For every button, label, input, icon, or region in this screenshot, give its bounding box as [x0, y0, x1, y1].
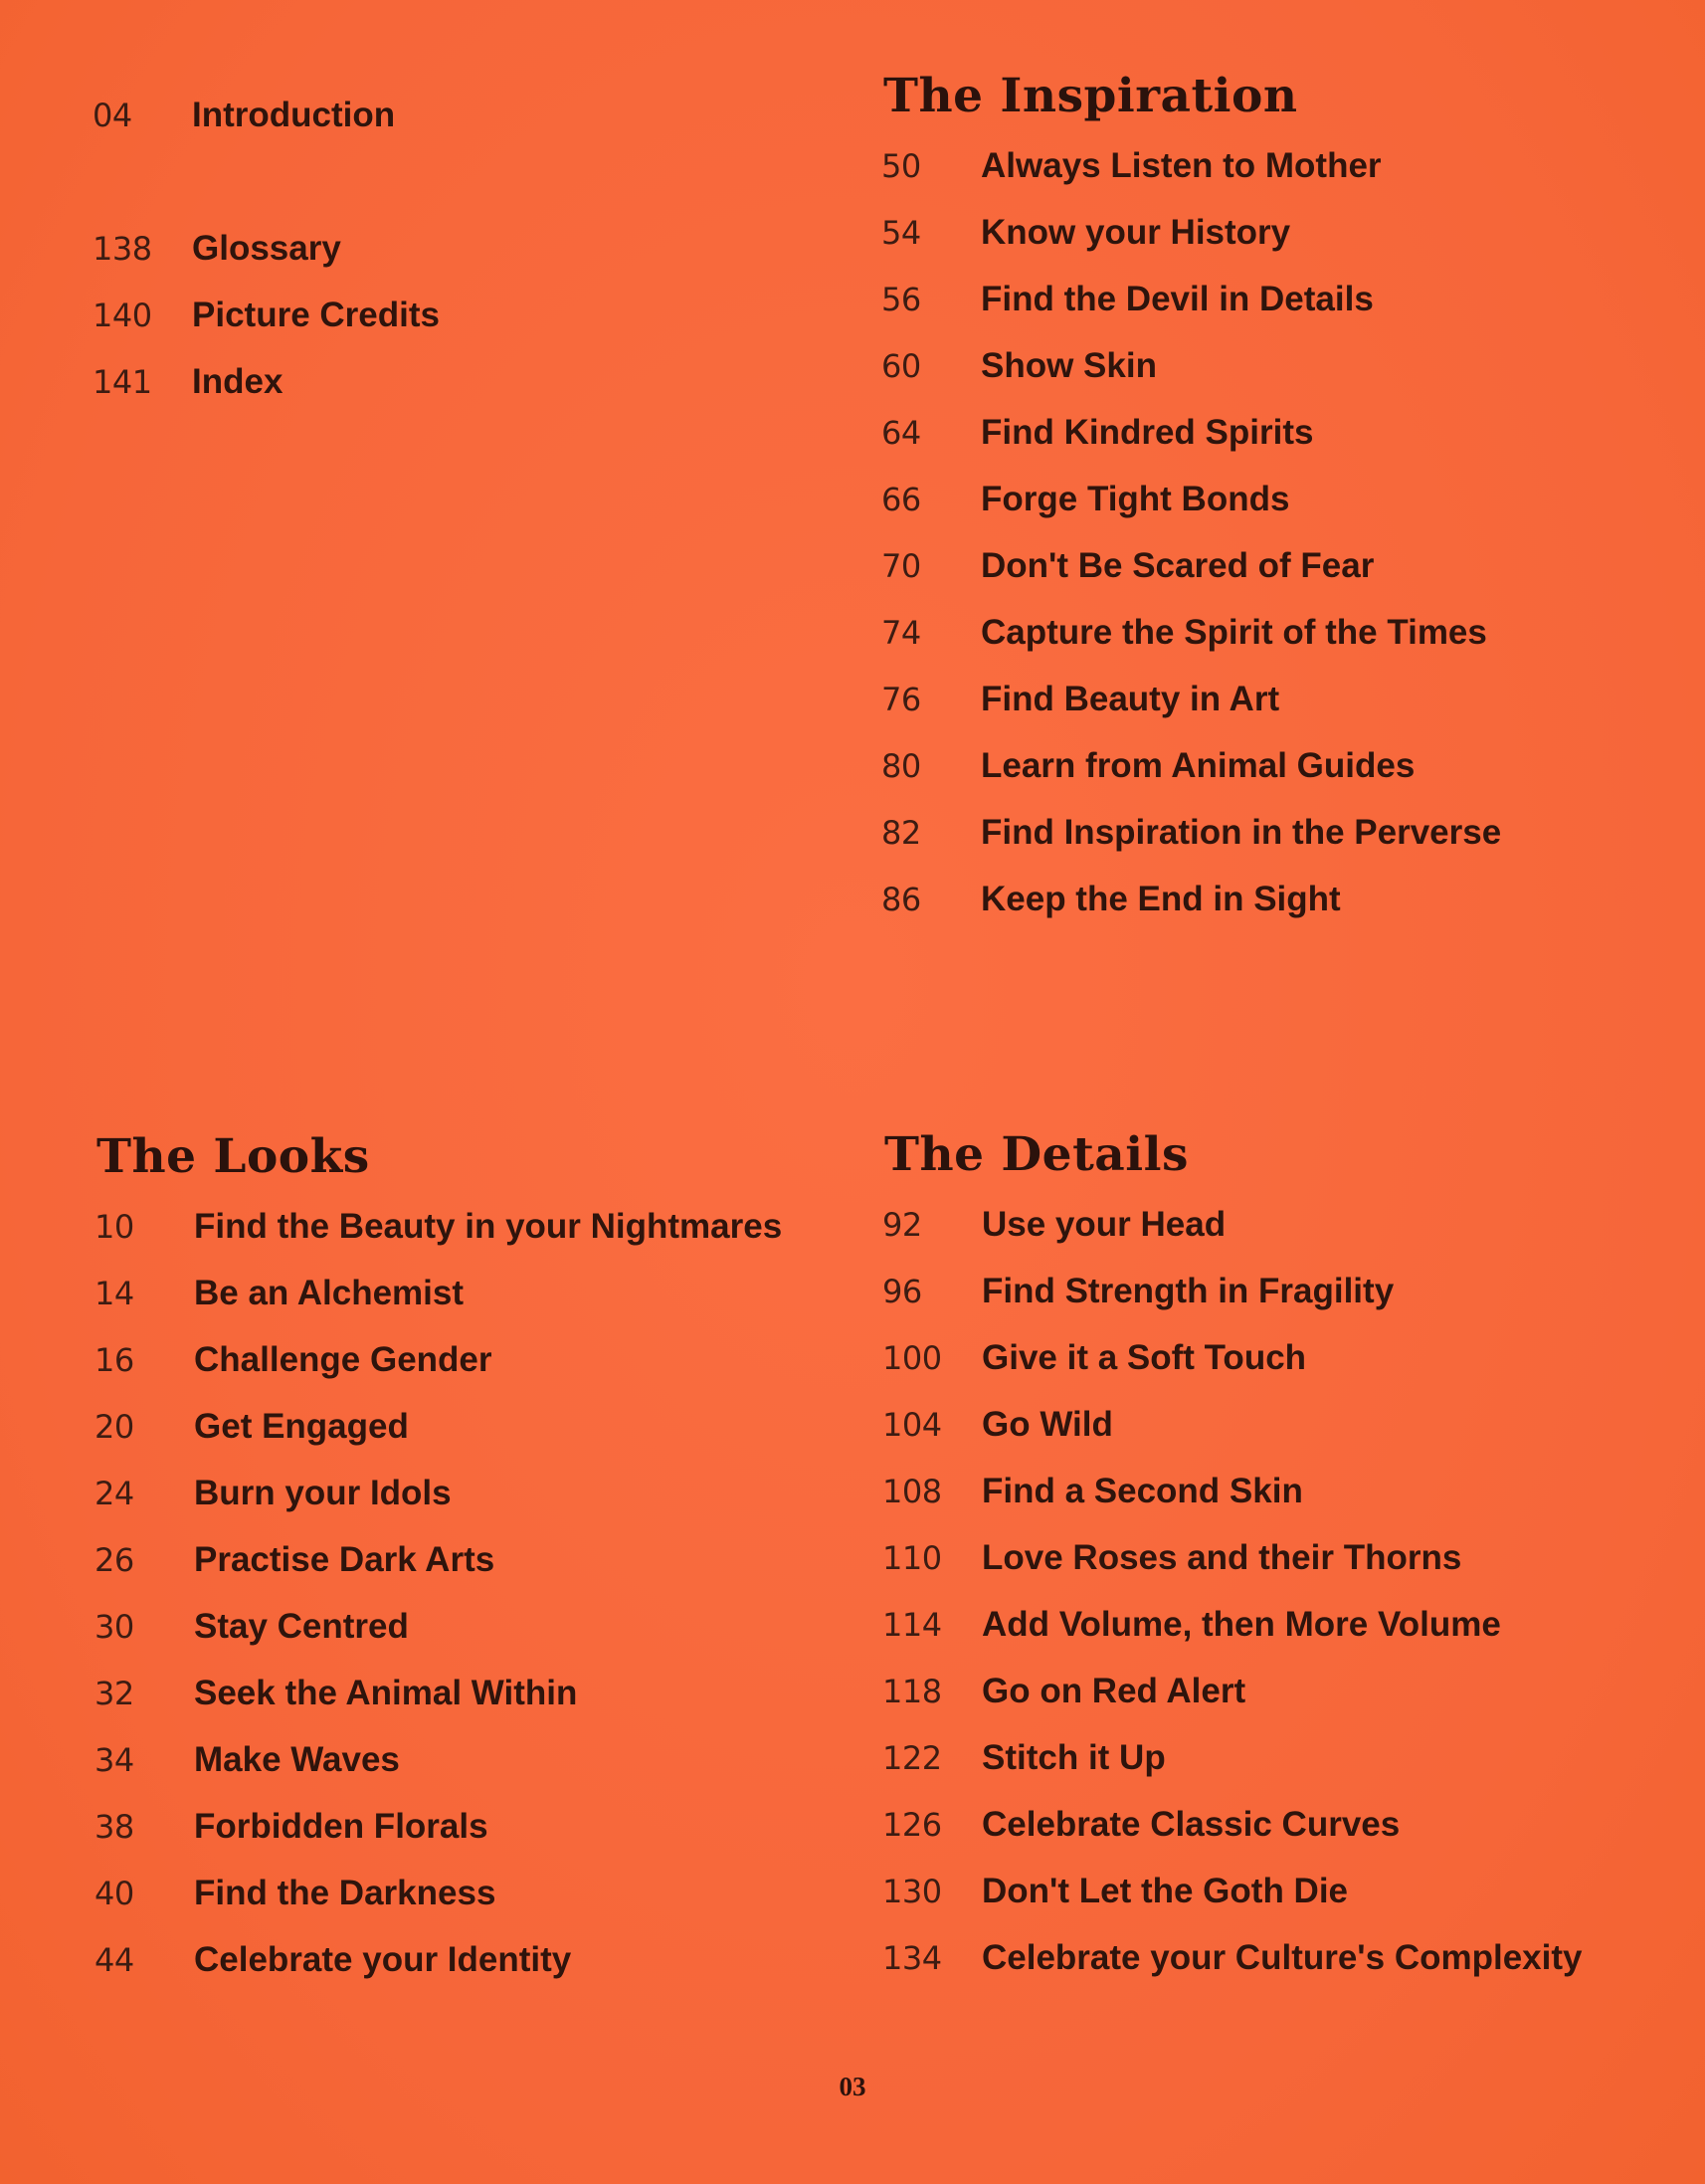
section-entries [882, 1191, 1678, 1991]
section-inspiration [881, 67, 1657, 932]
toc-entry[interactable] [95, 1193, 870, 1260]
toc-page-number: 96 [882, 1272, 922, 1310]
toc-title: Keep the End in Sight [981, 879, 1341, 918]
toc-page-number: 118 [882, 1672, 942, 1710]
section-heading: The Inspiration [883, 69, 1298, 123]
toc-entry[interactable] [882, 1258, 1678, 1324]
toc-title: Always Listen to Mother [981, 145, 1382, 185]
toc-title: Burn your Idols [194, 1473, 452, 1512]
toc-title: Find Inspiration in the Perverse [981, 812, 1502, 852]
toc-entry[interactable] [881, 132, 1657, 199]
toc-title: Don't Be Scared of Fear [981, 545, 1375, 585]
toc-entry[interactable] [93, 215, 809, 282]
toc-title: Don't Let the Goth Die [982, 1871, 1349, 1910]
toc-title: Celebrate your Identity [194, 1939, 572, 1979]
toc-entry[interactable] [93, 82, 809, 148]
toc-entry[interactable] [93, 282, 809, 348]
toc-entry[interactable] [95, 1326, 870, 1393]
toc-page-number: 130 [882, 1872, 942, 1910]
toc-title: Picture Credits [192, 295, 440, 334]
toc-entry[interactable] [881, 799, 1657, 866]
toc-entry[interactable] [95, 1926, 870, 1993]
toc-entry[interactable] [882, 1924, 1678, 1991]
toc-page-number: 104 [882, 1405, 942, 1444]
toc-entry[interactable] [93, 348, 809, 415]
toc-page-number: 138 [93, 229, 152, 268]
toc-title: Challenge Gender [194, 1339, 492, 1379]
toc-entry[interactable] [881, 199, 1657, 266]
toc-title: Capture the Spirit of the Times [981, 612, 1487, 652]
toc-title: Celebrate your Culture's Complexity [982, 1937, 1583, 1977]
toc-page-number: 76 [881, 680, 921, 718]
section-entries [95, 1193, 870, 1993]
toc-page-number: 114 [882, 1605, 942, 1644]
toc-entry[interactable] [95, 1526, 870, 1593]
toc-entry[interactable] [95, 1593, 870, 1660]
toc-entry[interactable] [881, 332, 1657, 399]
toc-page-number: 100 [882, 1338, 942, 1377]
toc-title: Find the Darkness [194, 1873, 496, 1912]
toc-title: Add Volume, then More Volume [982, 1604, 1501, 1644]
toc-title: Seek the Animal Within [194, 1673, 578, 1712]
toc-page-number: 74 [881, 613, 921, 652]
toc-title: Practise Dark Arts [194, 1539, 495, 1579]
toc-entry[interactable] [881, 866, 1657, 932]
toc-entry[interactable] [881, 532, 1657, 599]
toc-entry[interactable] [882, 1591, 1678, 1658]
toc-entry[interactable] [881, 266, 1657, 332]
section-entries [881, 132, 1657, 932]
toc-page-number: 66 [881, 480, 921, 518]
toc-title: Use your Head [982, 1204, 1227, 1244]
toc-title: Find Strength in Fragility [982, 1271, 1395, 1310]
toc-entry[interactable] [881, 732, 1657, 799]
toc-title: Find Beauty in Art [981, 679, 1280, 718]
toc-page-number: 26 [95, 1540, 134, 1579]
toc-page-number: 141 [93, 362, 152, 401]
toc-entry[interactable] [882, 1191, 1678, 1258]
toc-title: Go on Red Alert [982, 1671, 1246, 1710]
toc-entry[interactable] [95, 1260, 870, 1326]
toc-title: Index [192, 361, 284, 401]
toc-title: Go Wild [982, 1404, 1113, 1444]
toc-title: Celebrate Classic Curves [982, 1804, 1401, 1844]
toc-entry[interactable] [882, 1524, 1678, 1591]
toc-entry[interactable] [882, 1391, 1678, 1458]
toc-title: Find a Second Skin [982, 1471, 1303, 1510]
toc-page-number: 40 [95, 1874, 134, 1912]
toc-page-number: 80 [881, 746, 921, 785]
front-matter-list [93, 82, 809, 415]
toc-title: Find Kindred Spirits [981, 412, 1314, 452]
toc-title: Know your History [981, 212, 1291, 252]
section-details [882, 1125, 1678, 1991]
toc-page-number: 122 [882, 1738, 942, 1777]
toc-page-number: 16 [95, 1340, 134, 1379]
toc-page-number: 110 [882, 1538, 942, 1577]
toc-page-number: 56 [881, 280, 921, 318]
toc-entry[interactable] [95, 1393, 870, 1460]
toc-entry[interactable] [95, 1793, 870, 1860]
toc-entry[interactable] [882, 1791, 1678, 1858]
toc-page-number: 10 [95, 1207, 134, 1246]
toc-title: Stay Centred [194, 1606, 409, 1646]
toc-page-number: 92 [882, 1205, 922, 1244]
toc-page-number: 38 [95, 1807, 134, 1846]
toc-title: Show Skin [981, 345, 1157, 385]
toc-page-number: 60 [881, 346, 921, 385]
toc-page-number: 108 [882, 1472, 942, 1510]
spacer [93, 148, 809, 215]
toc-entry[interactable] [881, 666, 1657, 732]
toc-page-number: 86 [881, 880, 921, 918]
toc-page-number: 64 [881, 413, 921, 452]
toc-title: Be an Alchemist [194, 1273, 465, 1312]
section-heading: The Details [884, 1127, 1189, 1182]
toc-page-number: 32 [95, 1674, 134, 1712]
toc-entry[interactable] [882, 1324, 1678, 1391]
toc-title: Learn from Animal Guides [981, 745, 1416, 785]
section-looks [95, 1127, 870, 1993]
toc-page-number: 70 [881, 546, 921, 585]
toc-title: Introduction [192, 95, 396, 134]
toc-entry[interactable] [881, 466, 1657, 532]
toc-title: Love Roses and their Thorns [982, 1537, 1462, 1577]
toc-page-number: 54 [881, 213, 921, 252]
section-heading: The Looks [96, 1129, 370, 1184]
toc-entry[interactable] [95, 1460, 870, 1526]
front-entries [93, 82, 809, 415]
toc-title: Find the Devil in Details [981, 279, 1374, 318]
toc-page-number: 24 [95, 1474, 134, 1512]
toc-page-number: 140 [93, 296, 152, 334]
toc-title: Forge Tight Bonds [981, 479, 1290, 518]
toc-title: Give it a Soft Touch [982, 1337, 1307, 1377]
page-number-folio: 03 [839, 2072, 866, 2101]
toc-entry[interactable] [95, 1660, 870, 1726]
toc-page-number: 04 [93, 96, 132, 134]
toc-title: Get Engaged [194, 1406, 409, 1446]
toc-title: Find the Beauty in your Nightmares [194, 1206, 783, 1246]
toc-page-number: 134 [882, 1938, 942, 1977]
toc-title: Stitch it Up [982, 1737, 1166, 1777]
toc-page-number: 30 [95, 1607, 134, 1646]
toc-title: Make Waves [194, 1739, 400, 1779]
toc-page-number: 44 [95, 1940, 134, 1979]
toc-entry[interactable] [881, 599, 1657, 666]
toc-entry[interactable] [95, 1726, 870, 1793]
toc-entry[interactable] [881, 399, 1657, 466]
toc-page-number: 34 [95, 1740, 134, 1779]
toc-page-number: 20 [95, 1407, 134, 1446]
toc-page-number: 50 [881, 146, 921, 185]
toc-title: Forbidden Florals [194, 1806, 488, 1846]
toc-entry[interactable] [882, 1858, 1678, 1924]
toc-page-number: 14 [95, 1274, 134, 1312]
toc-entry[interactable] [882, 1724, 1678, 1791]
toc-entry[interactable] [95, 1860, 870, 1926]
toc-page-number: 126 [882, 1805, 942, 1844]
toc-entry[interactable] [882, 1458, 1678, 1524]
toc-title: Glossary [192, 228, 341, 268]
toc-page-number: 82 [881, 813, 921, 852]
toc-entry[interactable] [882, 1658, 1678, 1724]
